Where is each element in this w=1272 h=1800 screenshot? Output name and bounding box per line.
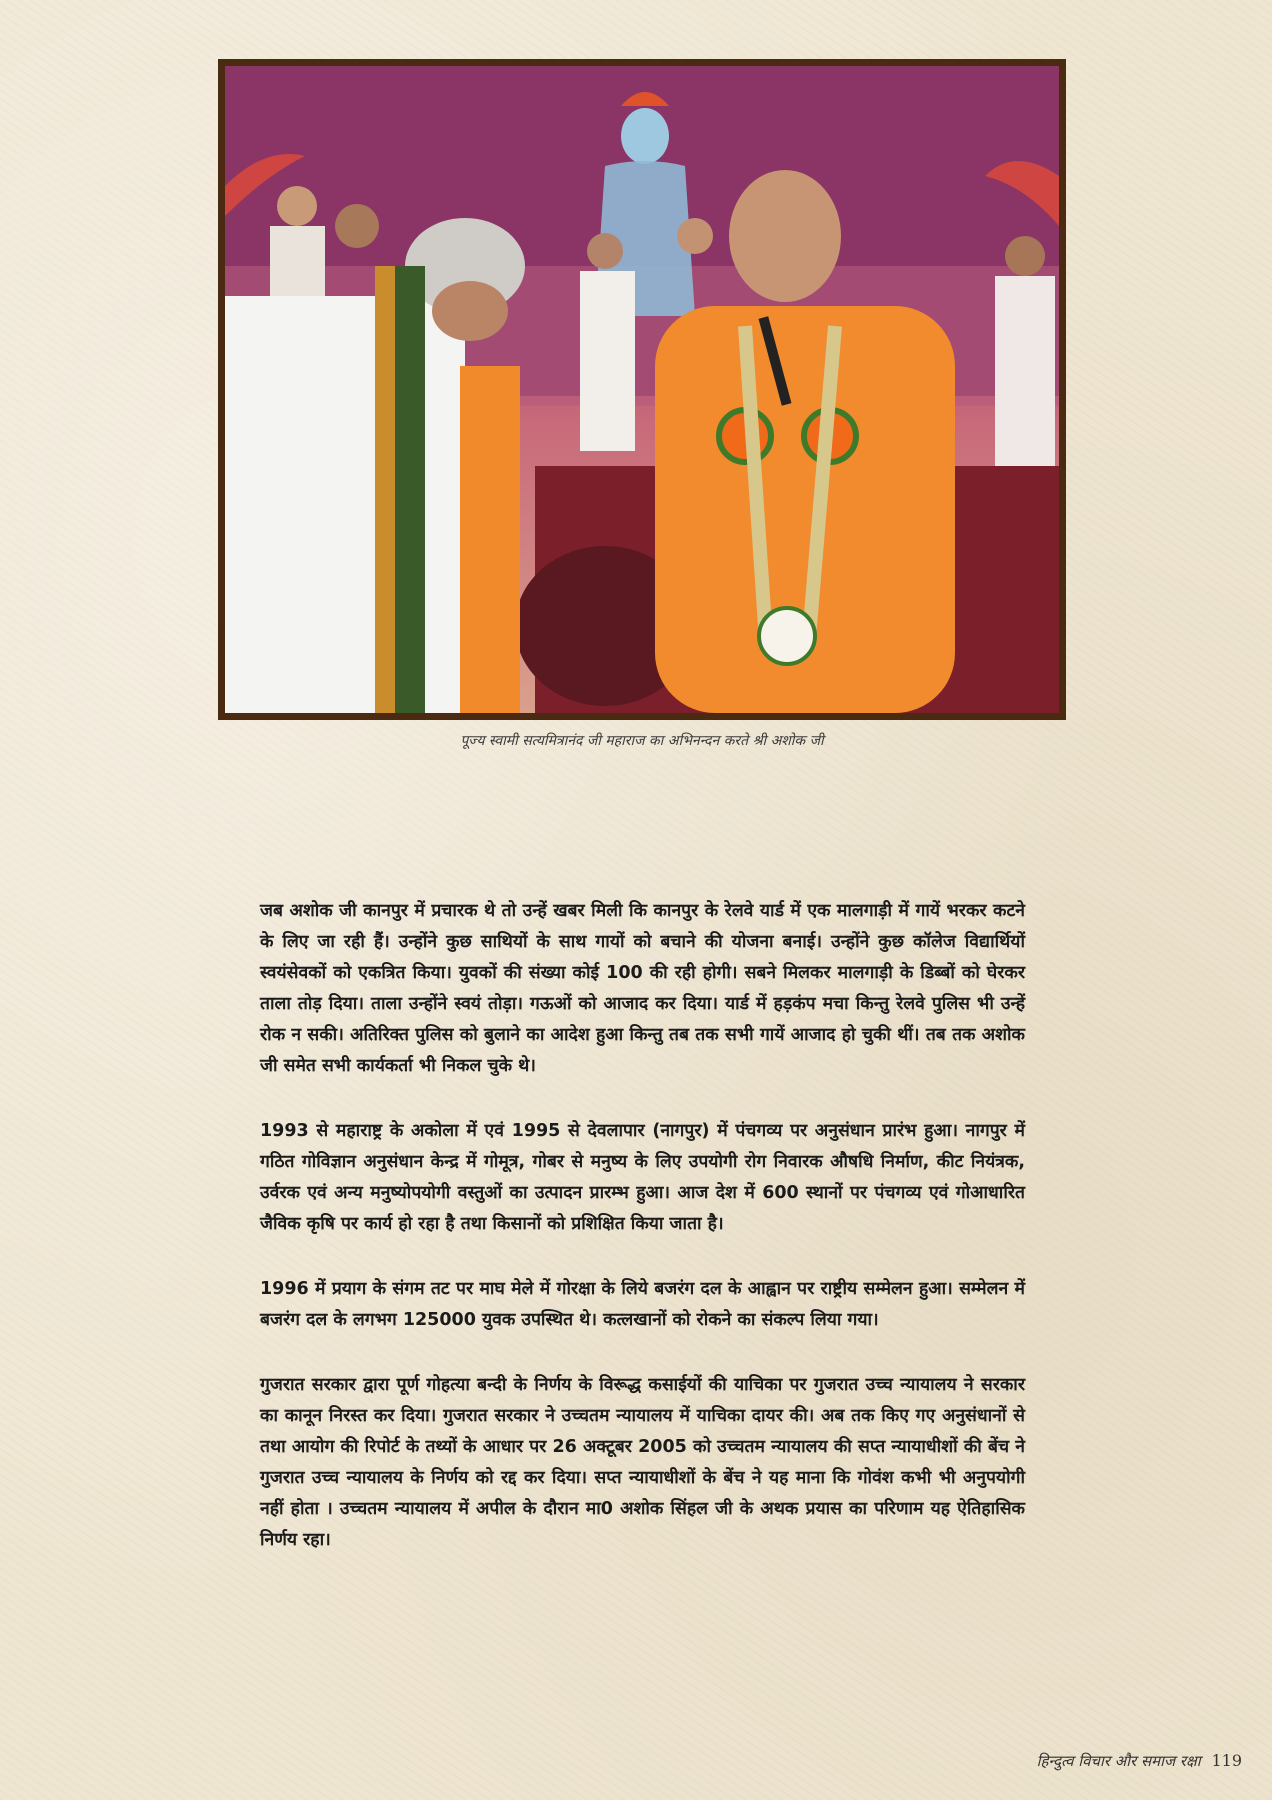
article-body <box>260 896 1025 1590</box>
paragraph-1: जब अशोक जी कानपुर में प्रचारक थे तो उन्हें खबर मिली कि कानपुर के रेलवे यार्ड में एक मालगाड़ी में गायें भरकर कटने के लिए जा रही हैं। उन्होंने कुछ साथियों के साथ गायों को बचाने की योजना बनाई। उन्होंने कुछ कॉलेज विद्यार्थियों स्वयंसेवकों को एकत्रित किया। युवकों की संख्या कोई 100 की रही होगी। सबने मिलकर मालगाड़ी के डिब्बों को घेरकर ताला तोड़ दिया। ताला उन्होंने स्वयं तोड़ा। गऊओं को आजाद कर दिया। यार्ड में हड़कंप मचा किन्तु रेलवे पुलिस भी उन्हें रोक न सकी। अतिरिक्त पुलिस को बुलाने का आदेश हुआ किन्तु तब तक सभी गायें आजाद हो चुकी थीं। तब तक अशोक जी समेत सभी कार्यकर्ता भी निकल चुके थे। <box>260 901 1025 1076</box>
page-number: 119 <box>1211 1751 1242 1770</box>
photo-illustration <box>225 66 1059 713</box>
page-footer <box>1037 1751 1242 1771</box>
bowing-man <box>225 296 465 713</box>
deity-figure <box>621 108 669 164</box>
ceremony-photo <box>225 66 1059 713</box>
paragraph-2: 1993 से महाराष्ट्र के अकोला में एवं 1995 से देवलापार (नागपुर) में पंचगव्य पर अनुसंधान प्रारंभ हुआ। नागपुर में गठित गोविज्ञान अनुसंधान केन्द्र में गोमूत्र, गोबर से मनुष्य के लिए उपयोगी रोग निवारक औषधि निर्माण, कीट नियंत्रक, उर्वरक एवं अन्य मनुष्योपयोगी वस्तुओं का उत्पादन प्रारम्भ हुआ। आज देश में 600 स्थानों पर पंचगव्य एवं गोआधारित जैविक कृषि पर कार्य हो रहा है तथा किसानों को प्रशिक्षित किया जाता है। <box>260 1121 1025 1234</box>
photo-frame <box>218 59 1066 720</box>
book-title: हिन्दुत्व विचार और समाज रक्षा <box>1036 1752 1201 1770</box>
paragraph-3: 1996 में प्रयाग के संगम तट पर माघ मेले में गोरक्षा के लिये बजरंग दल के आह्वान पर राष्ट्रीय सम्मेलन हुआ। सम्मेलन में बजरंग दल के लगभग 125000 युवक उपस्थित थे। कत्लखानों को रोकने का संकल्प लिया गया। <box>260 1279 1025 1330</box>
photo-caption: पूज्य स्वामी सत्यमित्रानंद जी महाराज का अभिनन्दन करते श्री अशोक जी <box>460 733 824 749</box>
paragraph-4: गुजरात सरकार द्वारा पूर्ण गोहत्या बन्दी के निर्णय के विरूद्ध कसाईयों की याचिका पर गुजरात उच्च न्यायालय ने सरकार का कानून निरस्त कर दिया। गुजरात सरकार ने उच्चतम न्यायालय में याचिका दायर की। अब तक किए गए अनुसंधानों से तथा आयोग की रिपोर्ट के तथ्यों के आधार पर 26 अक्टूबर 2005 को उच्चतम न्यायालय की सप्त न्यायाधीशों की बेंच ने गुजरात उच्च न्यायालय के निर्णय को रद्द कर दिया। सप्त न्यायाधीशों के बेंच ने यह माना कि गोवंश कभी भी अनुपयोगी नहीं होता । उच्चतम न्यायालय में अपील के दौरान मा0 अशोक सिंहल जी के अथक प्रयास का परिणाम यह ऐतिहासिक निर्णय रहा। <box>260 1375 1025 1550</box>
